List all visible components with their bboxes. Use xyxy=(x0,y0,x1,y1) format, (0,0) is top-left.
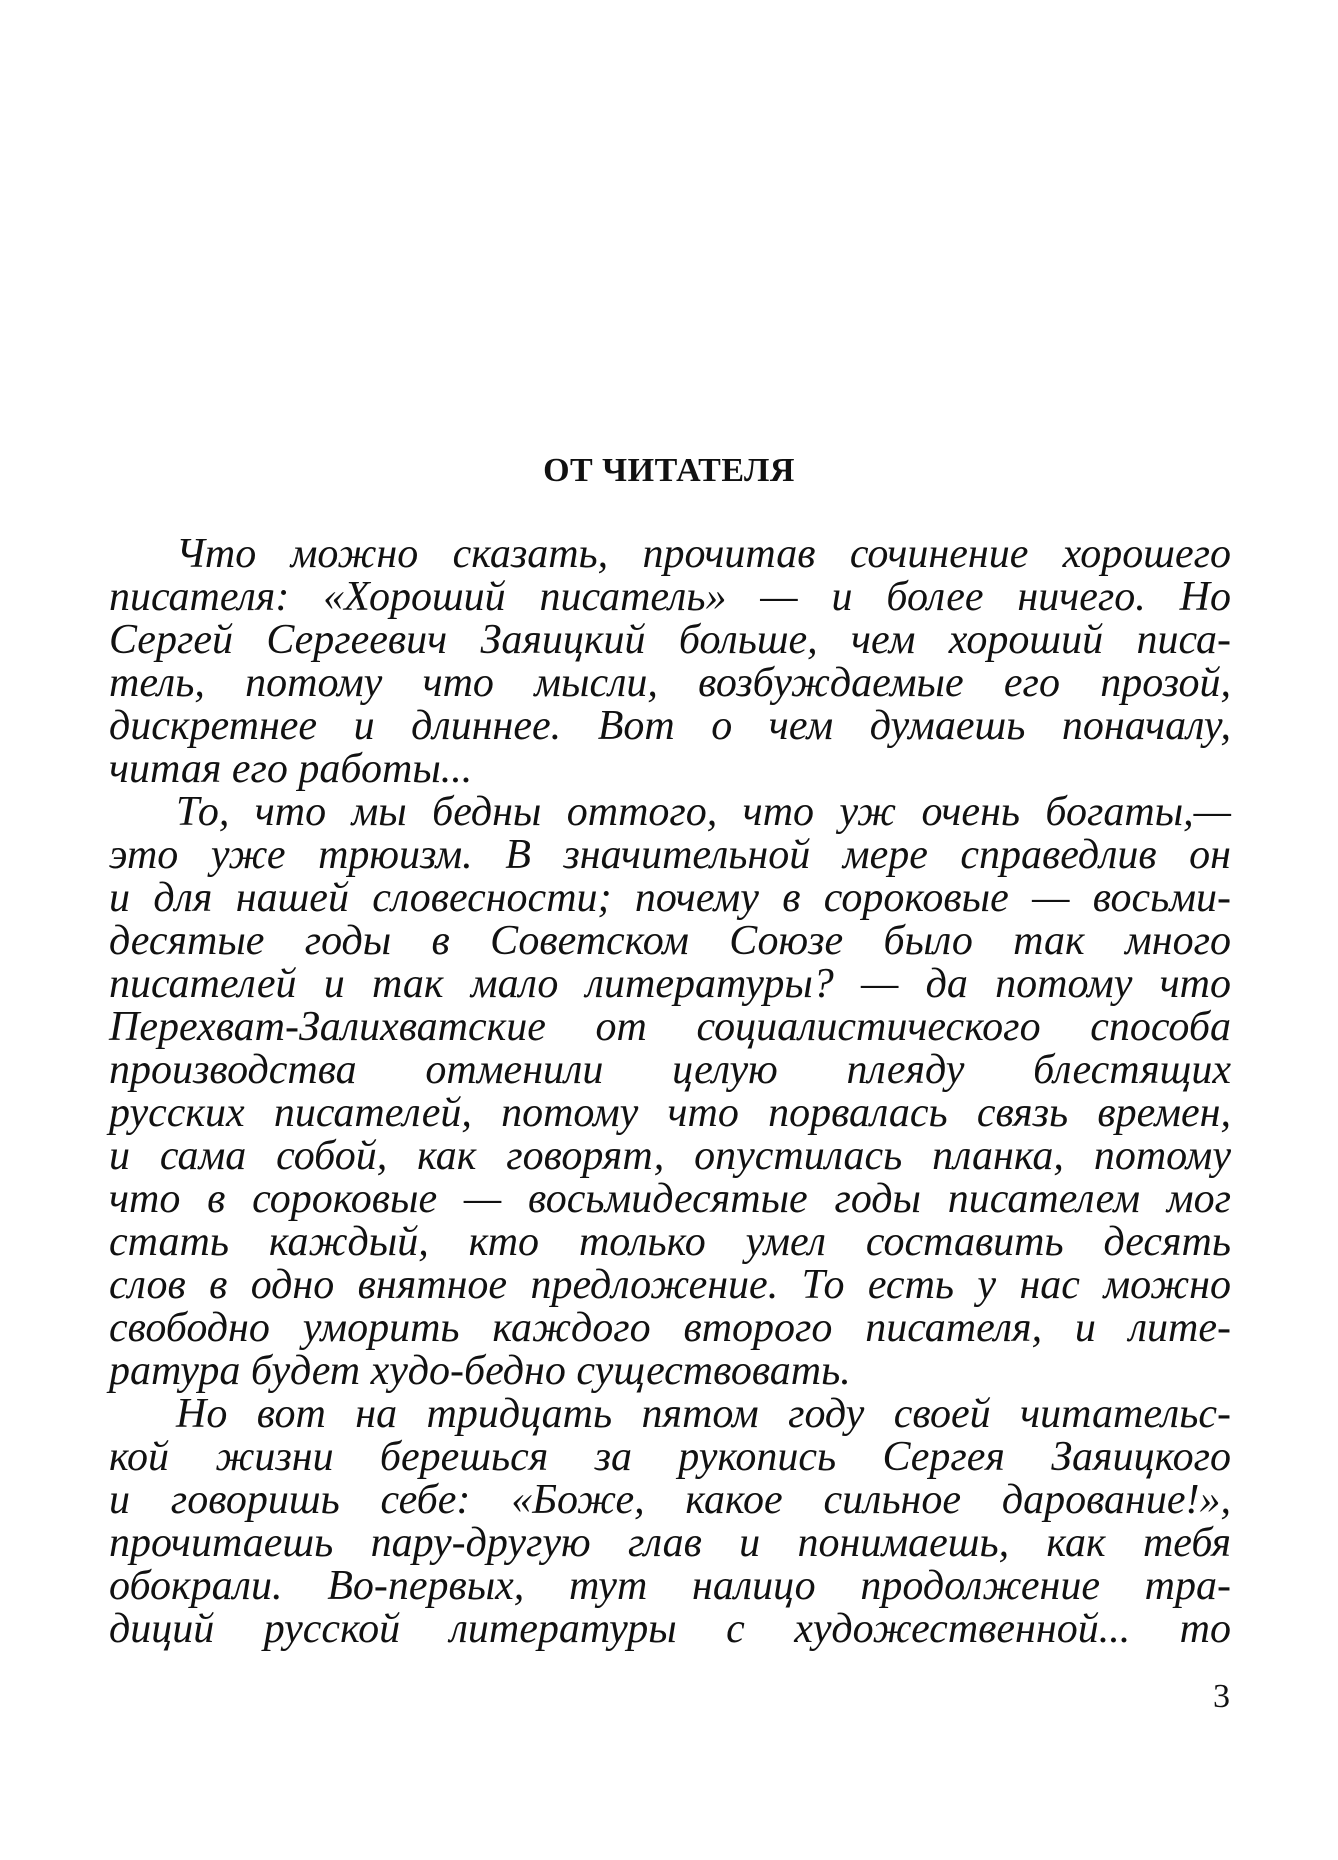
text-line: производства отменили целую плеяду блестящих xyxy=(109,1047,1231,1093)
text-line: что в сороковые — восьмидесятые годы писателем мог xyxy=(109,1176,1231,1222)
text-line: кой жизни берешься за рукопись Сергея Заяицкого xyxy=(109,1434,1231,1480)
text-line: обокрали. Во-первых, тут налицо продолжение тра- xyxy=(109,1563,1231,1609)
text-line: То, что мы бедны оттого, что уж очень богаты,— xyxy=(176,789,1231,835)
text-line: тель, потому что мысли, возбуждаемые его прозой, xyxy=(109,660,1231,706)
text-line: прочитаешь пару-другую глав и понимаешь, как тебя xyxy=(109,1520,1231,1566)
text-line: писателей и так мало литературы? — да потому что xyxy=(109,961,1231,1007)
text-line: свободно уморить каждого второго писателя, и лите- xyxy=(109,1305,1231,1351)
text-line: Но вот на тридцать пятом году своей читательс- xyxy=(176,1391,1231,1437)
page-number: 3 xyxy=(1213,1678,1230,1715)
text-line: слов в одно внятное предложение. То есть у нас можно xyxy=(109,1262,1231,1308)
text-line: и сама собой, как говорят, опустилась планка, потому xyxy=(109,1133,1231,1179)
paragraph-1 xyxy=(109,533,1231,791)
paragraph-3 xyxy=(109,1393,1231,1651)
body-text xyxy=(109,533,1231,1651)
text-line: диций русской литературы с художественной... то xyxy=(109,1606,1231,1652)
text-line: и говоришь себе: «Боже, какое сильное дарование!», xyxy=(109,1477,1231,1523)
text-line: ратура будет худо-бедно существовать. xyxy=(109,1348,851,1394)
text-line: Перехват-Залихватские от социалистического способа xyxy=(109,1004,1231,1050)
text-line: десятые годы в Советском Союзе было так много xyxy=(109,918,1231,964)
text-line: писателя: «Хороший писатель» — и более ничего. Но xyxy=(109,574,1231,620)
text-line: Сергей Сергеевич Заяицкий больше, чем хороший писа- xyxy=(109,617,1231,663)
text-line: Что можно сказать, прочитав сочинение хорошего xyxy=(176,531,1231,577)
section-heading: ОТ ЧИТАТЕЛЯ xyxy=(543,452,795,489)
text-line: читая его работы... xyxy=(109,746,473,792)
text-line: русских писателей, потому что порвалась связь времен, xyxy=(109,1090,1231,1136)
paragraph-2 xyxy=(109,791,1231,1393)
text-line: это уже трюизм. В значительной мере справедлив он xyxy=(109,832,1231,878)
text-line: дискретнее и длиннее. Вот о чем думаешь поначалу, xyxy=(109,703,1231,749)
text-line: стать каждый, кто только умел составить десять xyxy=(109,1219,1231,1265)
text-line: и для нашей словесности; почему в сороковые — восьми- xyxy=(109,875,1231,921)
